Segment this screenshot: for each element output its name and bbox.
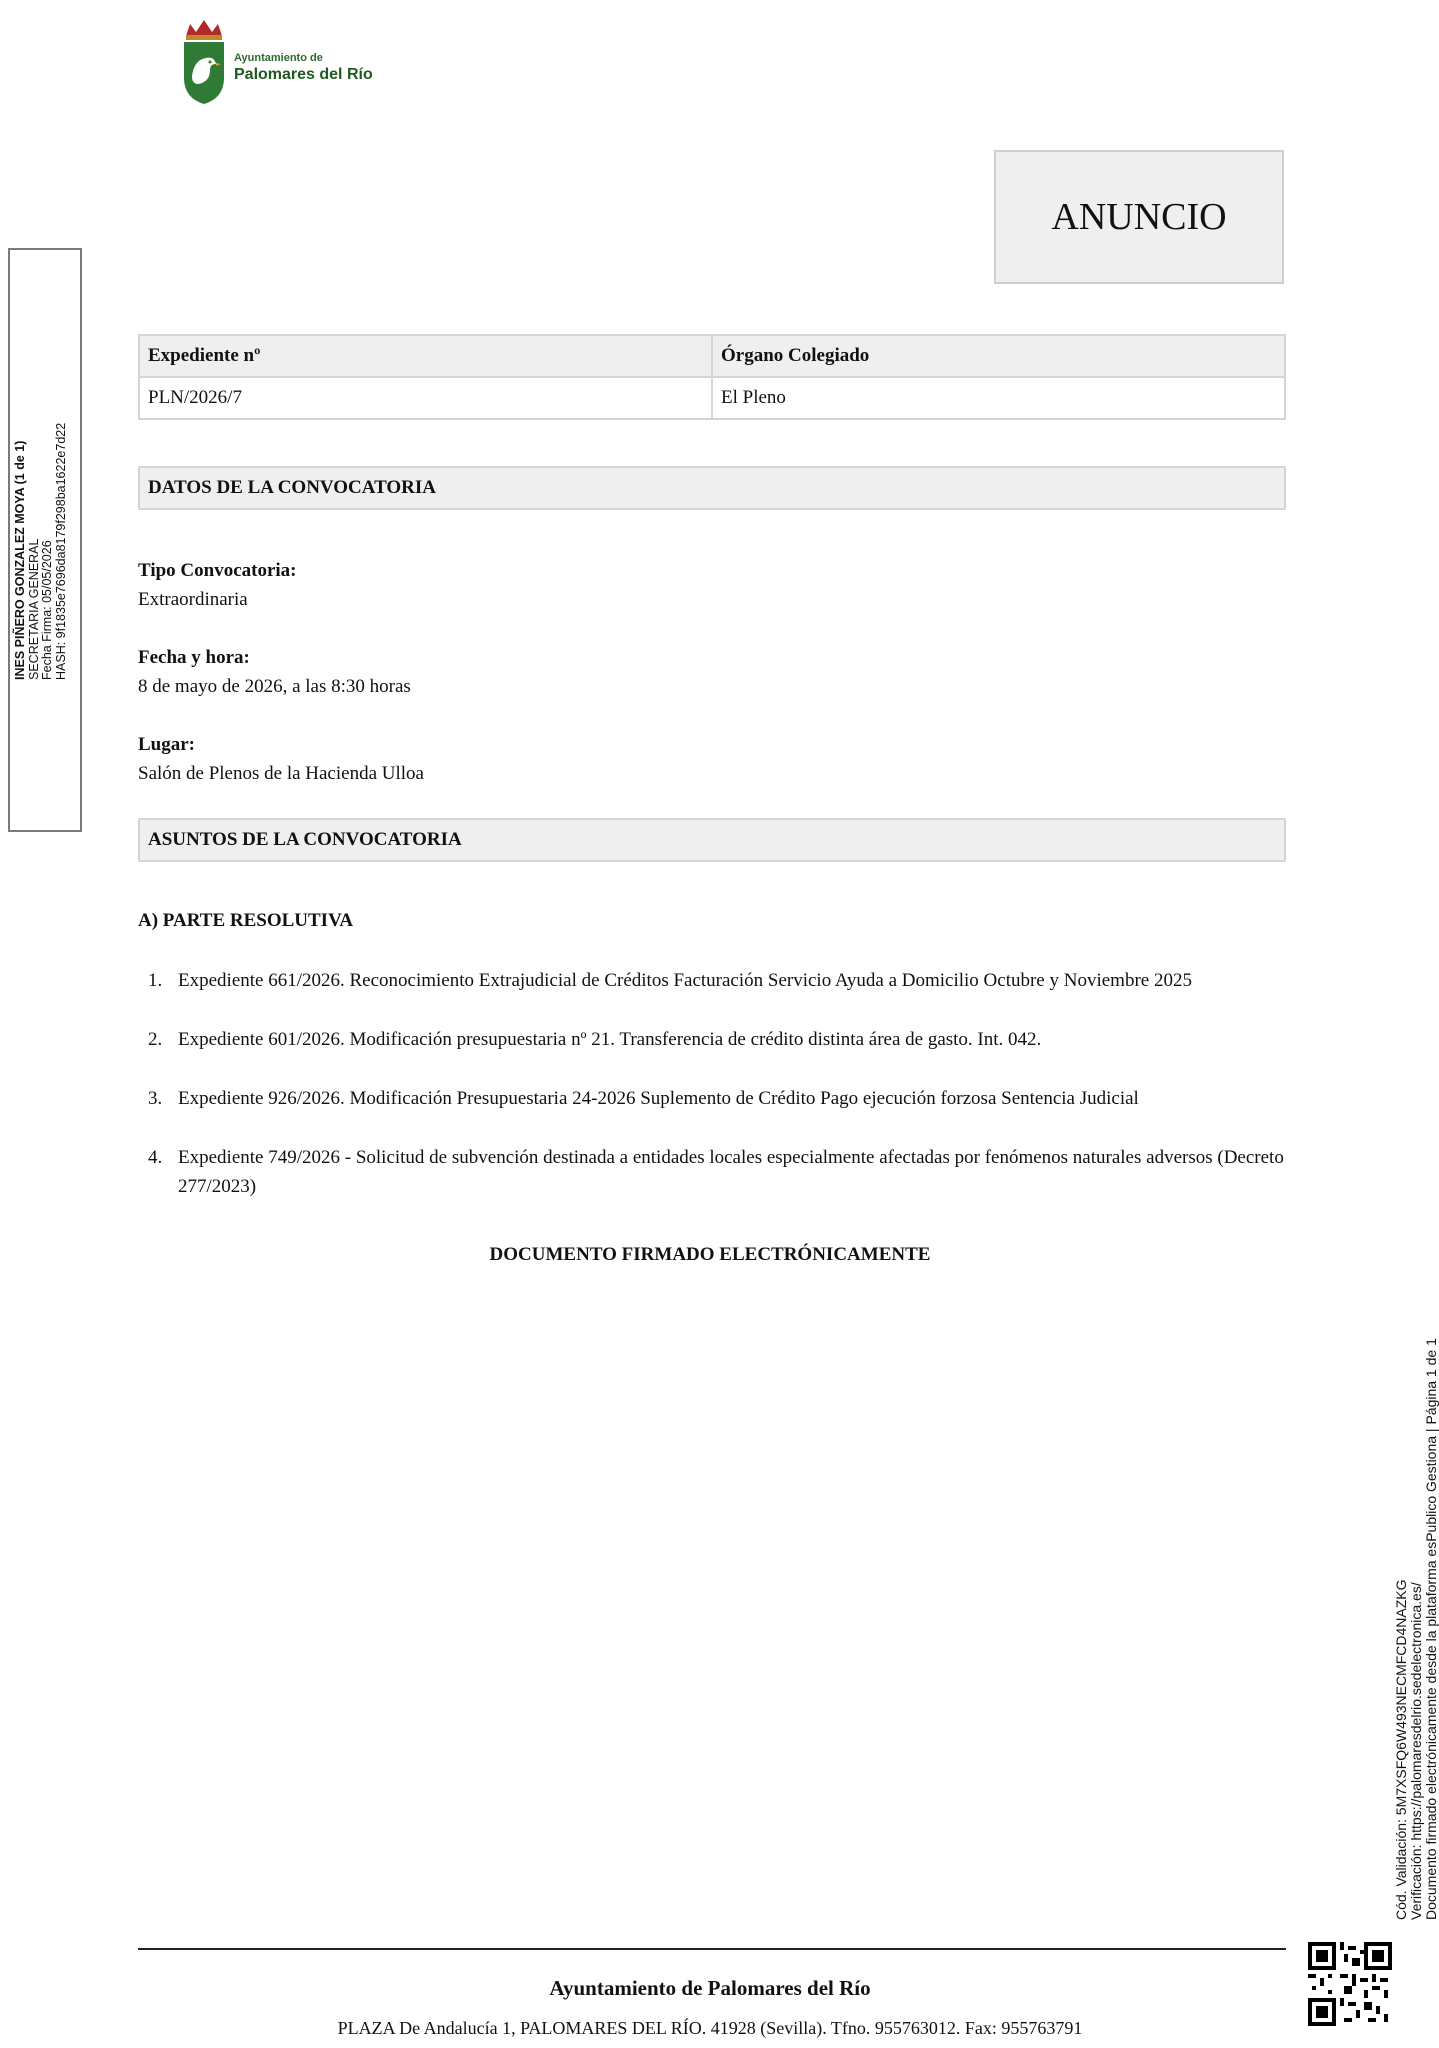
expediente-header: Expediente nº	[139, 335, 712, 377]
platform-note: Documento firmado electrónicamente desde la plataforma esPublico Gestiona | Página 1 de 1	[1423, 1338, 1439, 1920]
footer-address: PLAZA De Andalucía 1, PALOMARES DEL RÍO. 41928 (Sevilla). Tfno. 955763012. Fax: 955763791	[337, 2018, 1083, 2038]
organo-header: Órgano Colegiado	[712, 335, 1285, 377]
validation-text	[1394, 1338, 1439, 1920]
tipo-value: Extraordinaria	[138, 589, 248, 610]
table-header-row	[139, 335, 1285, 377]
asuntos-section-header	[138, 818, 1286, 862]
signature-text	[14, 423, 68, 680]
list-item-text: Expediente 601/2026. Modificación presupuestaria nº 21. Transferencia de crédito distinta área de gasto. Int. 042.	[178, 1029, 1042, 1050]
crown-icon	[186, 20, 222, 40]
list-item	[148, 1025, 1288, 1054]
signer-role: SECRETARIA GENERAL	[26, 538, 41, 680]
datos-section-title: DATOS DE LA CONVOCATORIA	[148, 477, 437, 498]
list-item-number: 2.	[148, 1029, 163, 1050]
organo-value: El Pleno	[712, 377, 1285, 419]
logo-text-line1: Ayuntamiento de	[234, 52, 323, 64]
documento-firmado-label: DOCUMENTO FIRMADO ELECTRÓNICAMENTE	[489, 1244, 931, 1265]
list-item-text: Expediente 749/2026 - Solicitud de subvención destinada a entidades locales especialmente afectadas por fenómenos naturales adversos (Decreto 277/2023)	[178, 1147, 1284, 1197]
signature-hash: HASH: 9f1835e7696da8179f298ba1622e7d22	[53, 422, 68, 680]
validation-code: Cód. Validación: 5M7XSFQ6W493NECMFCD4NAZKG	[1393, 1579, 1409, 1920]
list-item	[148, 966, 1288, 995]
datos-section-header	[138, 466, 1286, 510]
shield-icon	[184, 42, 224, 104]
expediente-value: PLN/2026/7	[139, 377, 712, 419]
list-item-number: 1.	[148, 970, 163, 991]
signer-name: INES PIÑERO GONZALEZ MOYA (1 de 1)	[13, 440, 27, 680]
fecha-value: 8 de mayo de 2026, a las 8:30 horas	[138, 676, 411, 697]
list-item	[148, 1084, 1288, 1113]
tipo-label: Tipo Convocatoria:	[138, 560, 297, 581]
fecha-label: Fecha y hora:	[138, 647, 250, 668]
parte-resolutiva-heading: A) PARTE RESOLUTIVA	[138, 910, 354, 931]
anuncio-title-box	[994, 150, 1284, 284]
signature-date: Fecha Firma: 05/05/2026	[40, 540, 54, 680]
list-item-number: 4.	[148, 1147, 163, 1168]
list-item-number: 3.	[148, 1088, 163, 1109]
table-row	[139, 377, 1285, 419]
lugar-label: Lugar:	[138, 734, 195, 755]
list-item	[148, 1143, 1288, 1201]
expediente-table	[138, 334, 1286, 420]
anuncio-title: ANUNCIO	[1051, 196, 1227, 238]
list-item-text: Expediente 926/2026. Modificación Presupuestaria 24-2026 Suplemento de Crédito Pago ejecución forzosa Sentencia Judicial	[178, 1088, 1139, 1109]
footer-title: Ayuntamiento de Palomares del Río	[549, 1976, 871, 2000]
verification-url: Verificación: https://palomaresdelrio.sedelectronica.es/	[1408, 1582, 1424, 1920]
asuntos-section-title: ASUNTOS DE LA CONVOCATORIA	[148, 829, 462, 850]
lugar-value: Salón de Plenos de la Hacienda Ulloa	[138, 763, 424, 784]
logo-text-line2: Palomares del Río	[234, 66, 373, 83]
footer-divider	[138, 1948, 1286, 1950]
list-item-text: Expediente 661/2026. Reconocimiento Extrajudicial de Créditos Facturación Servicio Ayuda a Domicilio Octubre y Noviembre 2025	[178, 970, 1192, 991]
